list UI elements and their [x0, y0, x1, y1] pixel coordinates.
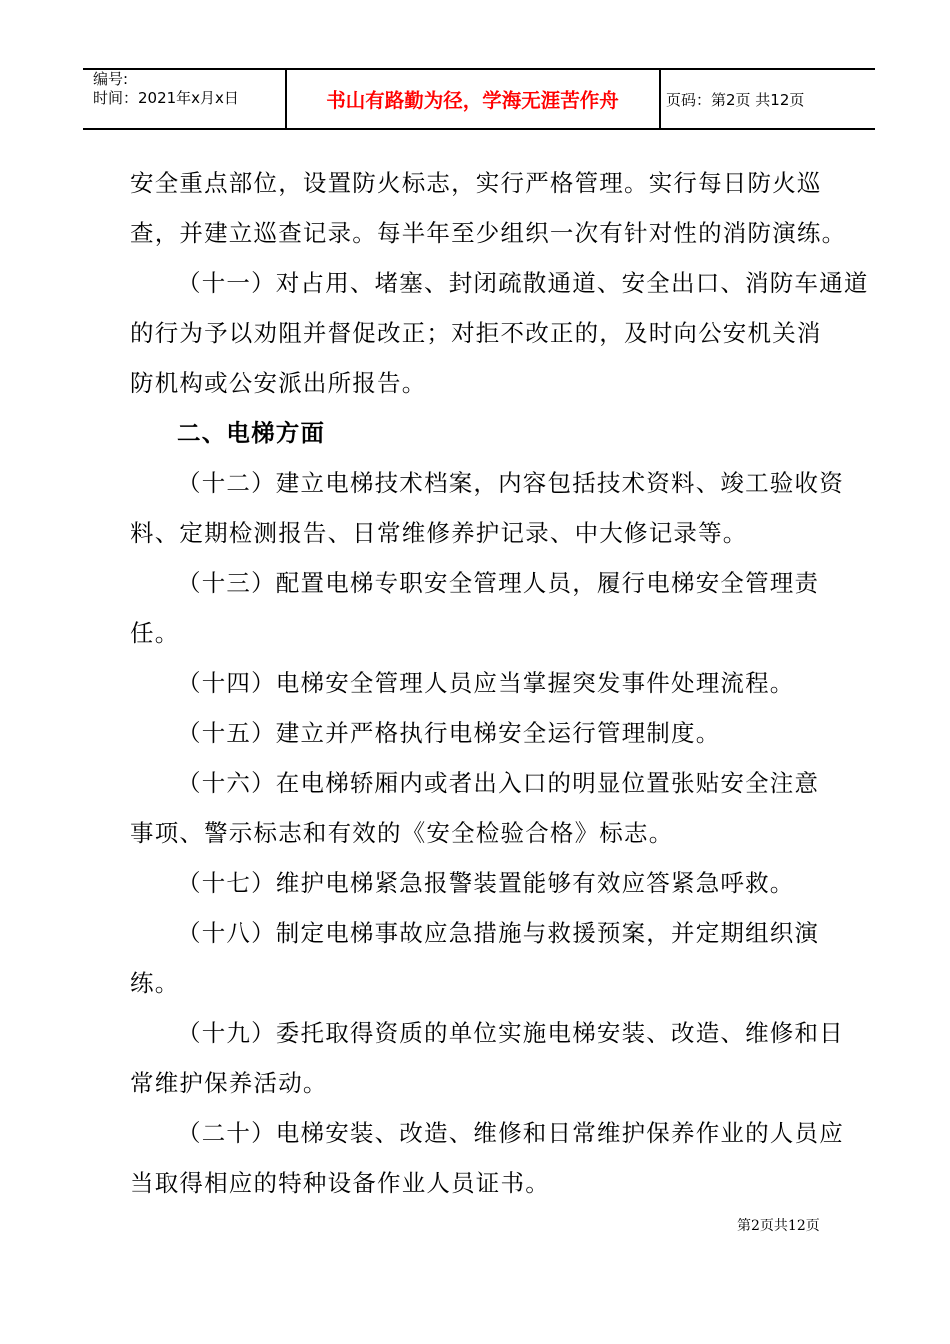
body-line: 练。 [130, 969, 180, 997]
paragraph-line: （十九）委托取得资质的单位实施电梯安装、改造、维修和日 [177, 1019, 844, 1047]
paragraph-line: （十五）建立并严格执行电梯安全运行管理制度。 [177, 719, 721, 747]
section-heading: 二、电梯方面 [177, 419, 326, 447]
paragraph-line: （二十）电梯安装、改造、维修和日常维护保养作业的人员应 [177, 1119, 844, 1147]
header-motto: 书山有路勤为径，学海无涯苦作舟 [326, 89, 619, 112]
header-divider-right [659, 68, 661, 130]
date-label: 时间：2021年x月x日 [93, 89, 239, 107]
body-line: 防机构或公安派出所报告。 [130, 369, 427, 397]
paragraph-line: （十二）建立电梯技术档案，内容包括技术资料、竣工验收资 [177, 469, 844, 497]
number-label: 编号: [93, 70, 129, 88]
paragraph-line: （十四）电梯安全管理人员应当掌握突发事件处理流程。 [177, 669, 795, 697]
page-footer: 第2页共12页 [737, 1218, 820, 1234]
paragraph-line: （十六）在电梯轿厢内或者出入口的明显位置张贴安全注意 [177, 769, 820, 797]
paragraph-line: （十七）维护电梯紧急报警装置能够有效应答紧急呼救。 [177, 869, 795, 897]
header-page-info: 页码：第2页 共12页 [666, 90, 805, 109]
body-line: 查，并建立巡查记录。每半年至少组织一次有针对性的消防演练。 [130, 219, 847, 247]
paragraph-line: （十八）制定电梯事故应急措施与救援预案，并定期组织演 [177, 919, 820, 947]
body-line: 安全重点部位，设置防火标志，实行严格管理。实行每日防火巡 [130, 169, 822, 197]
document-header [83, 68, 875, 130]
body-line: 当取得相应的特种设备作业人员证书。 [130, 1169, 550, 1197]
body-line: 常维护保养活动。 [130, 1069, 328, 1097]
paragraph-line: （十三）配置电梯专职安全管理人员，履行电梯安全管理责 [177, 569, 820, 597]
header-meta [93, 70, 239, 108]
paragraph-line: （十一）对占用、堵塞、封闭疏散通道、安全出口、消防车通道 [177, 269, 869, 297]
body-line: 的行为予以劝阻并督促改正；对拒不改正的，及时向公安机关消 [130, 319, 822, 347]
body-line: 任。 [130, 619, 180, 647]
body-line: 事项、警示标志和有效的《安全检验合格》标志。 [130, 819, 674, 847]
body-line: 料、定期检测报告、日常维修养护记录、中大修记录等。 [130, 519, 748, 547]
